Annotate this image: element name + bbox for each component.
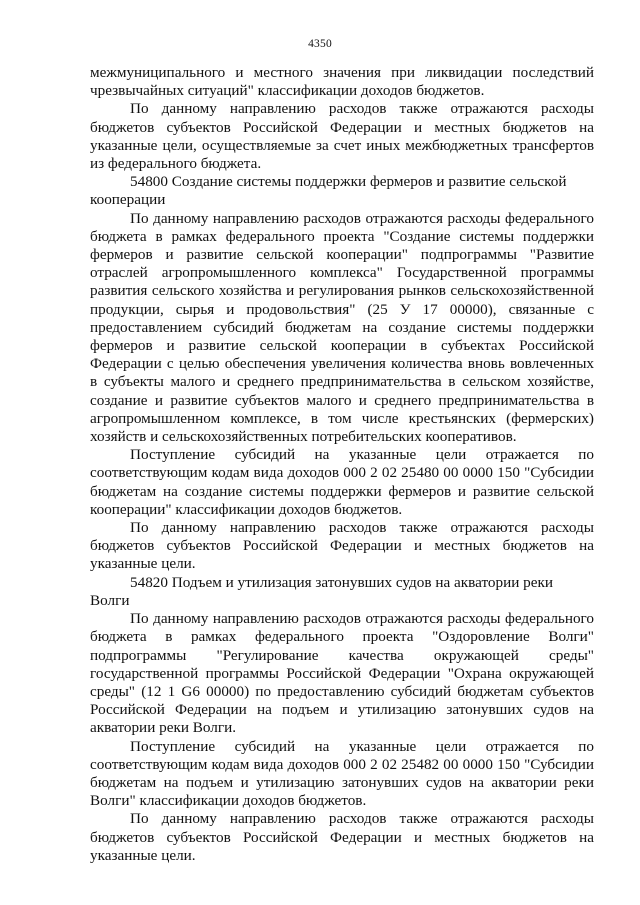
document-body <box>90 64 594 865</box>
paragraph: Поступление субсидий на указанные цели отражается по соответствующим кодам вида доходов 000 2 02 25480 00 0000 150 "Субсидии бюджетам на создание системы поддержки фермеров и развитие сельской кооперации" классификации доходов бюджетов. <box>90 446 594 518</box>
paragraph-continuation: межмуниципального и местного значения при ликвидации последствий чрезвычайных ситуаций" классификации доходов бюджетов. <box>90 64 594 100</box>
paragraph: По данному направлению расходов отражаются расходы федерального бюджета в рамках федерального проекта "Оздоровление Волги" подпрограммы "Регулирование качества окружающей среды" государственной программы Российской Федерации "Охрана окружающей среды" (12 1 G6 00000) по предоставлению субсидий бюджетам субъектов Российской Федерации на подъем и утилизацию затонувших судов на акватории реки Волги. <box>90 610 594 737</box>
section-heading-54800: 54800 Создание системы поддержки фермеров и развитие сельской кооперации <box>90 173 567 209</box>
paragraph: По данному направлению расходов также отражаются расходы бюджетов субъектов Российской Федерации и местных бюджетов на указанные цели. <box>90 810 594 864</box>
paragraph: По данному направлению расходов также отражаются расходы бюджетов субъектов Российской Федерации и местных бюджетов на указанные цели. <box>90 519 594 573</box>
paragraph: Поступление субсидий на указанные цели отражается по соответствующим кодам вида доходов 000 2 02 25482 00 0000 150 "Субсидии бюджетам на подъем и утилизацию затонувших судов на акватории реки Волги" классификации доходов бюджетов. <box>90 737 594 810</box>
paragraph: По данному направлению расходов также отражаются расходы бюджетов субъектов Российской Федерации и местных бюджетов на указанные цели, осуществляемые за счет иных межбюджетных трансфертов из федерального бюджета. <box>90 100 594 173</box>
section-heading-54820: 54820 Подъем и утилизация затонувших судов на акватории реки Волги <box>90 573 553 609</box>
page-number: 4350 <box>308 38 332 50</box>
paragraph: По данному направлению расходов отражаются расходы федерального бюджета в рамках федерального проекта "Создание системы поддержки фермеров и развитие сельской кооперации" подпрограммы "Развитие отраслей агропромышленного комплекса" Государственной программы развития сельского хозяйства и регулирования рынков сельскохозяйственной продукции, сырья и продовольствия" (25 У 17 00000), связанные с предоставлением субсидий бюджетам на создание системы поддержки фермеров и развитие сельской кооперации в субъектах Российской Федерации с целью обеспечения увеличения количества вновь вовлеченных в субъекты малого и среднего предпринимательства в сельском хозяйстве, создание и развитие субъектов малого и среднего предпринимательства в агропромышленном комплексе, в том числе крестьянских (фермерских) хозяйств и сельскохозяйственных потребительских кооперативов. <box>90 209 594 446</box>
